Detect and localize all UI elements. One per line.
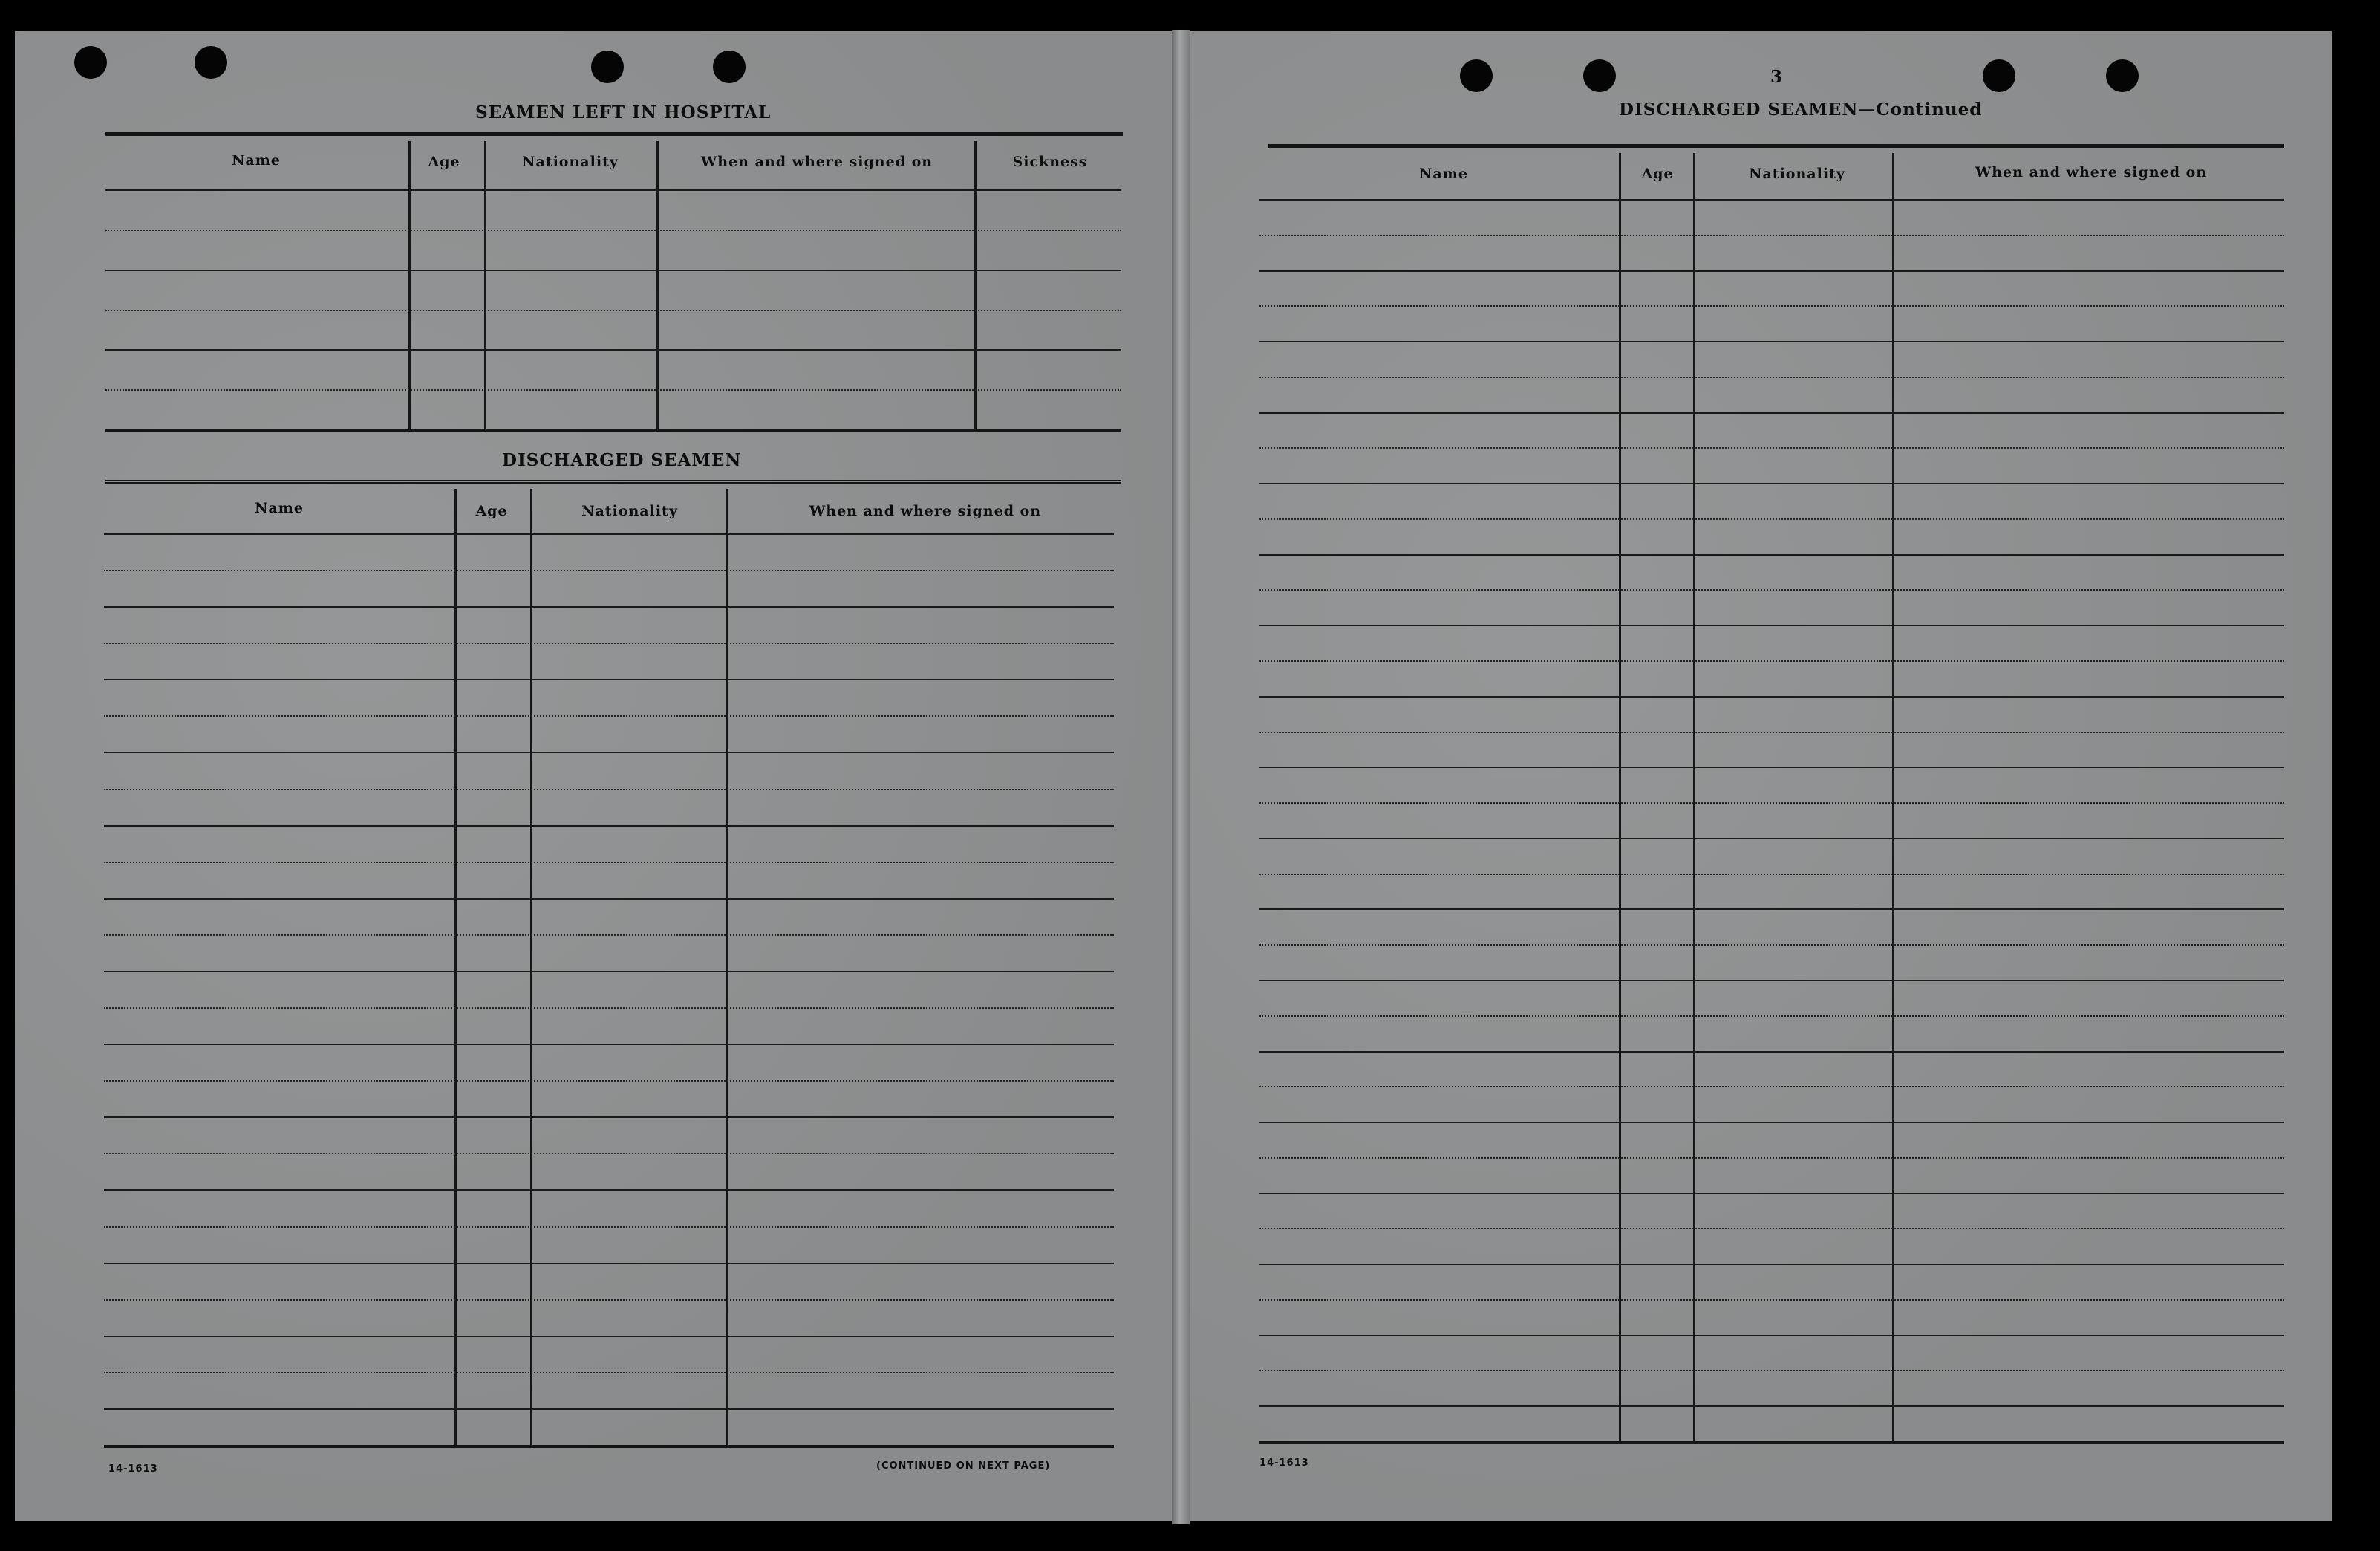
table-row-rule <box>1259 944 2284 946</box>
discharged-col-signed-on: When and where signed on <box>809 503 1042 519</box>
table-row-rule <box>1259 838 2284 839</box>
column-divider <box>1693 153 1695 1441</box>
punch-hole <box>195 46 227 79</box>
continued-col-signed-on: When and where signed on <box>1975 164 2208 181</box>
table-row-rule <box>104 934 1114 936</box>
hospital-table-top-rule <box>105 132 1123 139</box>
table-row-rule <box>1259 1228 2284 1229</box>
hospital-col-age: Age <box>428 154 460 170</box>
table-row-rule <box>1259 660 2284 662</box>
table-row-rule <box>104 1263 1114 1264</box>
table-row-rule <box>1259 908 2284 910</box>
table-row-rule <box>104 570 1114 571</box>
discharged-section-title: DISCHARGED SEAMEN <box>502 450 742 470</box>
continued-note: (CONTINUED ON NEXT PAGE) <box>876 1460 1051 1472</box>
hospital-col-nationality: Nationality <box>522 154 619 170</box>
table-row-rule <box>104 971 1114 972</box>
table-row-rule <box>104 862 1114 863</box>
table-row-rule <box>1259 1405 2284 1407</box>
continued-col-age: Age <box>1641 166 1674 182</box>
punch-hole <box>74 46 107 79</box>
header-underline <box>104 533 1114 535</box>
table-row-rule <box>1259 1157 2284 1159</box>
table-row-rule <box>104 606 1114 608</box>
table-row-rule <box>1259 518 2284 520</box>
table-row-rule <box>1259 1370 2284 1371</box>
table-row-rule <box>1259 1441 2284 1444</box>
table-row-rule <box>104 1226 1114 1228</box>
table-row-rule <box>1259 874 2284 875</box>
column-divider <box>408 141 411 429</box>
form-number-right: 14-1613 <box>1259 1457 1309 1469</box>
table-row-rule <box>105 310 1121 311</box>
table-row-rule <box>1259 802 2284 804</box>
table-row-rule <box>104 1408 1114 1410</box>
table-row-rule <box>104 789 1114 790</box>
discharged-col-nationality: Nationality <box>581 503 678 519</box>
table-row-rule <box>1259 696 2284 698</box>
left-page <box>15 31 1177 1521</box>
table-row-rule <box>1259 447 2284 449</box>
table-row-rule <box>1259 1264 2284 1265</box>
discharged-table-top-rule <box>105 480 1121 487</box>
table-row-rule <box>1259 341 2284 342</box>
table-row-rule <box>1259 483 2284 484</box>
table-row-rule <box>104 1299 1114 1301</box>
table-row-rule <box>104 715 1114 717</box>
continued-col-nationality: Nationality <box>1749 166 1845 182</box>
table-row-rule <box>1259 1051 2284 1053</box>
punch-hole <box>1583 59 1616 92</box>
table-row-rule <box>1259 625 2284 626</box>
column-divider <box>1892 153 1894 1441</box>
table-row-rule <box>1259 1015 2284 1017</box>
header-underline <box>1259 199 2284 201</box>
table-row-rule <box>104 898 1114 900</box>
table-row-rule <box>1259 270 2284 272</box>
table-row-rule <box>104 1189 1114 1191</box>
column-divider <box>726 489 728 1445</box>
discharged-col-age: Age <box>475 503 508 519</box>
table-row-rule <box>1259 767 2284 768</box>
table-row-rule <box>1259 1335 2284 1336</box>
table-row-rule <box>105 230 1121 231</box>
table-row-rule <box>1259 1086 2284 1087</box>
table-row-rule <box>104 1445 1114 1448</box>
continued-col-name: Name <box>1419 166 1468 182</box>
column-divider <box>484 141 486 429</box>
punch-hole <box>713 51 746 83</box>
column-divider <box>454 489 457 1445</box>
right-page <box>1184 31 2332 1521</box>
header-underline <box>105 189 1121 191</box>
table-row-rule <box>104 825 1114 827</box>
table-row-rule <box>1259 1299 2284 1301</box>
continued-table-top-rule <box>1268 144 2284 151</box>
table-row-rule <box>1259 589 2284 591</box>
punch-hole <box>591 51 624 83</box>
table-row-rule <box>1259 980 2284 981</box>
form-number-left: 14-1613 <box>108 1463 158 1474</box>
table-row-rule <box>104 1336 1114 1337</box>
discharged-col-name: Name <box>255 500 304 516</box>
table-row-rule <box>105 349 1121 351</box>
continued-section-title: DISCHARGED SEAMEN—Continued <box>1619 100 1983 120</box>
hospital-col-signed-on: When and where signed on <box>700 154 933 170</box>
table-row-rule <box>104 1044 1114 1045</box>
table-row-rule <box>104 643 1114 644</box>
punch-hole <box>2106 59 2139 92</box>
center-fold <box>1172 30 1190 1524</box>
table-row-rule <box>1259 554 2284 556</box>
table-row-rule <box>104 1007 1114 1009</box>
table-row-rule <box>1259 1122 2284 1123</box>
hospital-section-title: SEAMEN LEFT IN HOSPITAL <box>475 103 772 123</box>
table-row-rule <box>104 1153 1114 1154</box>
table-row-rule <box>104 1080 1114 1082</box>
table-row-rule <box>1259 412 2284 414</box>
table-row-rule <box>104 752 1114 753</box>
table-row-rule <box>1259 305 2284 307</box>
page-number: 3 <box>1770 67 1784 87</box>
hospital-col-sickness: Sickness <box>1012 154 1088 170</box>
table-row-rule <box>104 1372 1114 1373</box>
column-divider <box>656 141 659 429</box>
table-row-rule <box>105 429 1121 432</box>
column-divider <box>1619 153 1621 1441</box>
column-divider <box>974 141 977 429</box>
table-row-rule <box>105 270 1121 271</box>
hospital-col-name: Name <box>232 152 281 169</box>
table-row-rule <box>1259 377 2284 378</box>
table-row-rule <box>1259 1193 2284 1194</box>
table-row-rule <box>105 389 1121 391</box>
column-divider <box>530 489 532 1445</box>
punch-hole <box>1983 59 2015 92</box>
table-row-rule <box>104 679 1114 680</box>
punch-hole <box>1460 59 1493 92</box>
table-row-rule <box>1259 235 2284 236</box>
table-row-rule <box>104 1116 1114 1118</box>
table-row-rule <box>1259 732 2284 733</box>
